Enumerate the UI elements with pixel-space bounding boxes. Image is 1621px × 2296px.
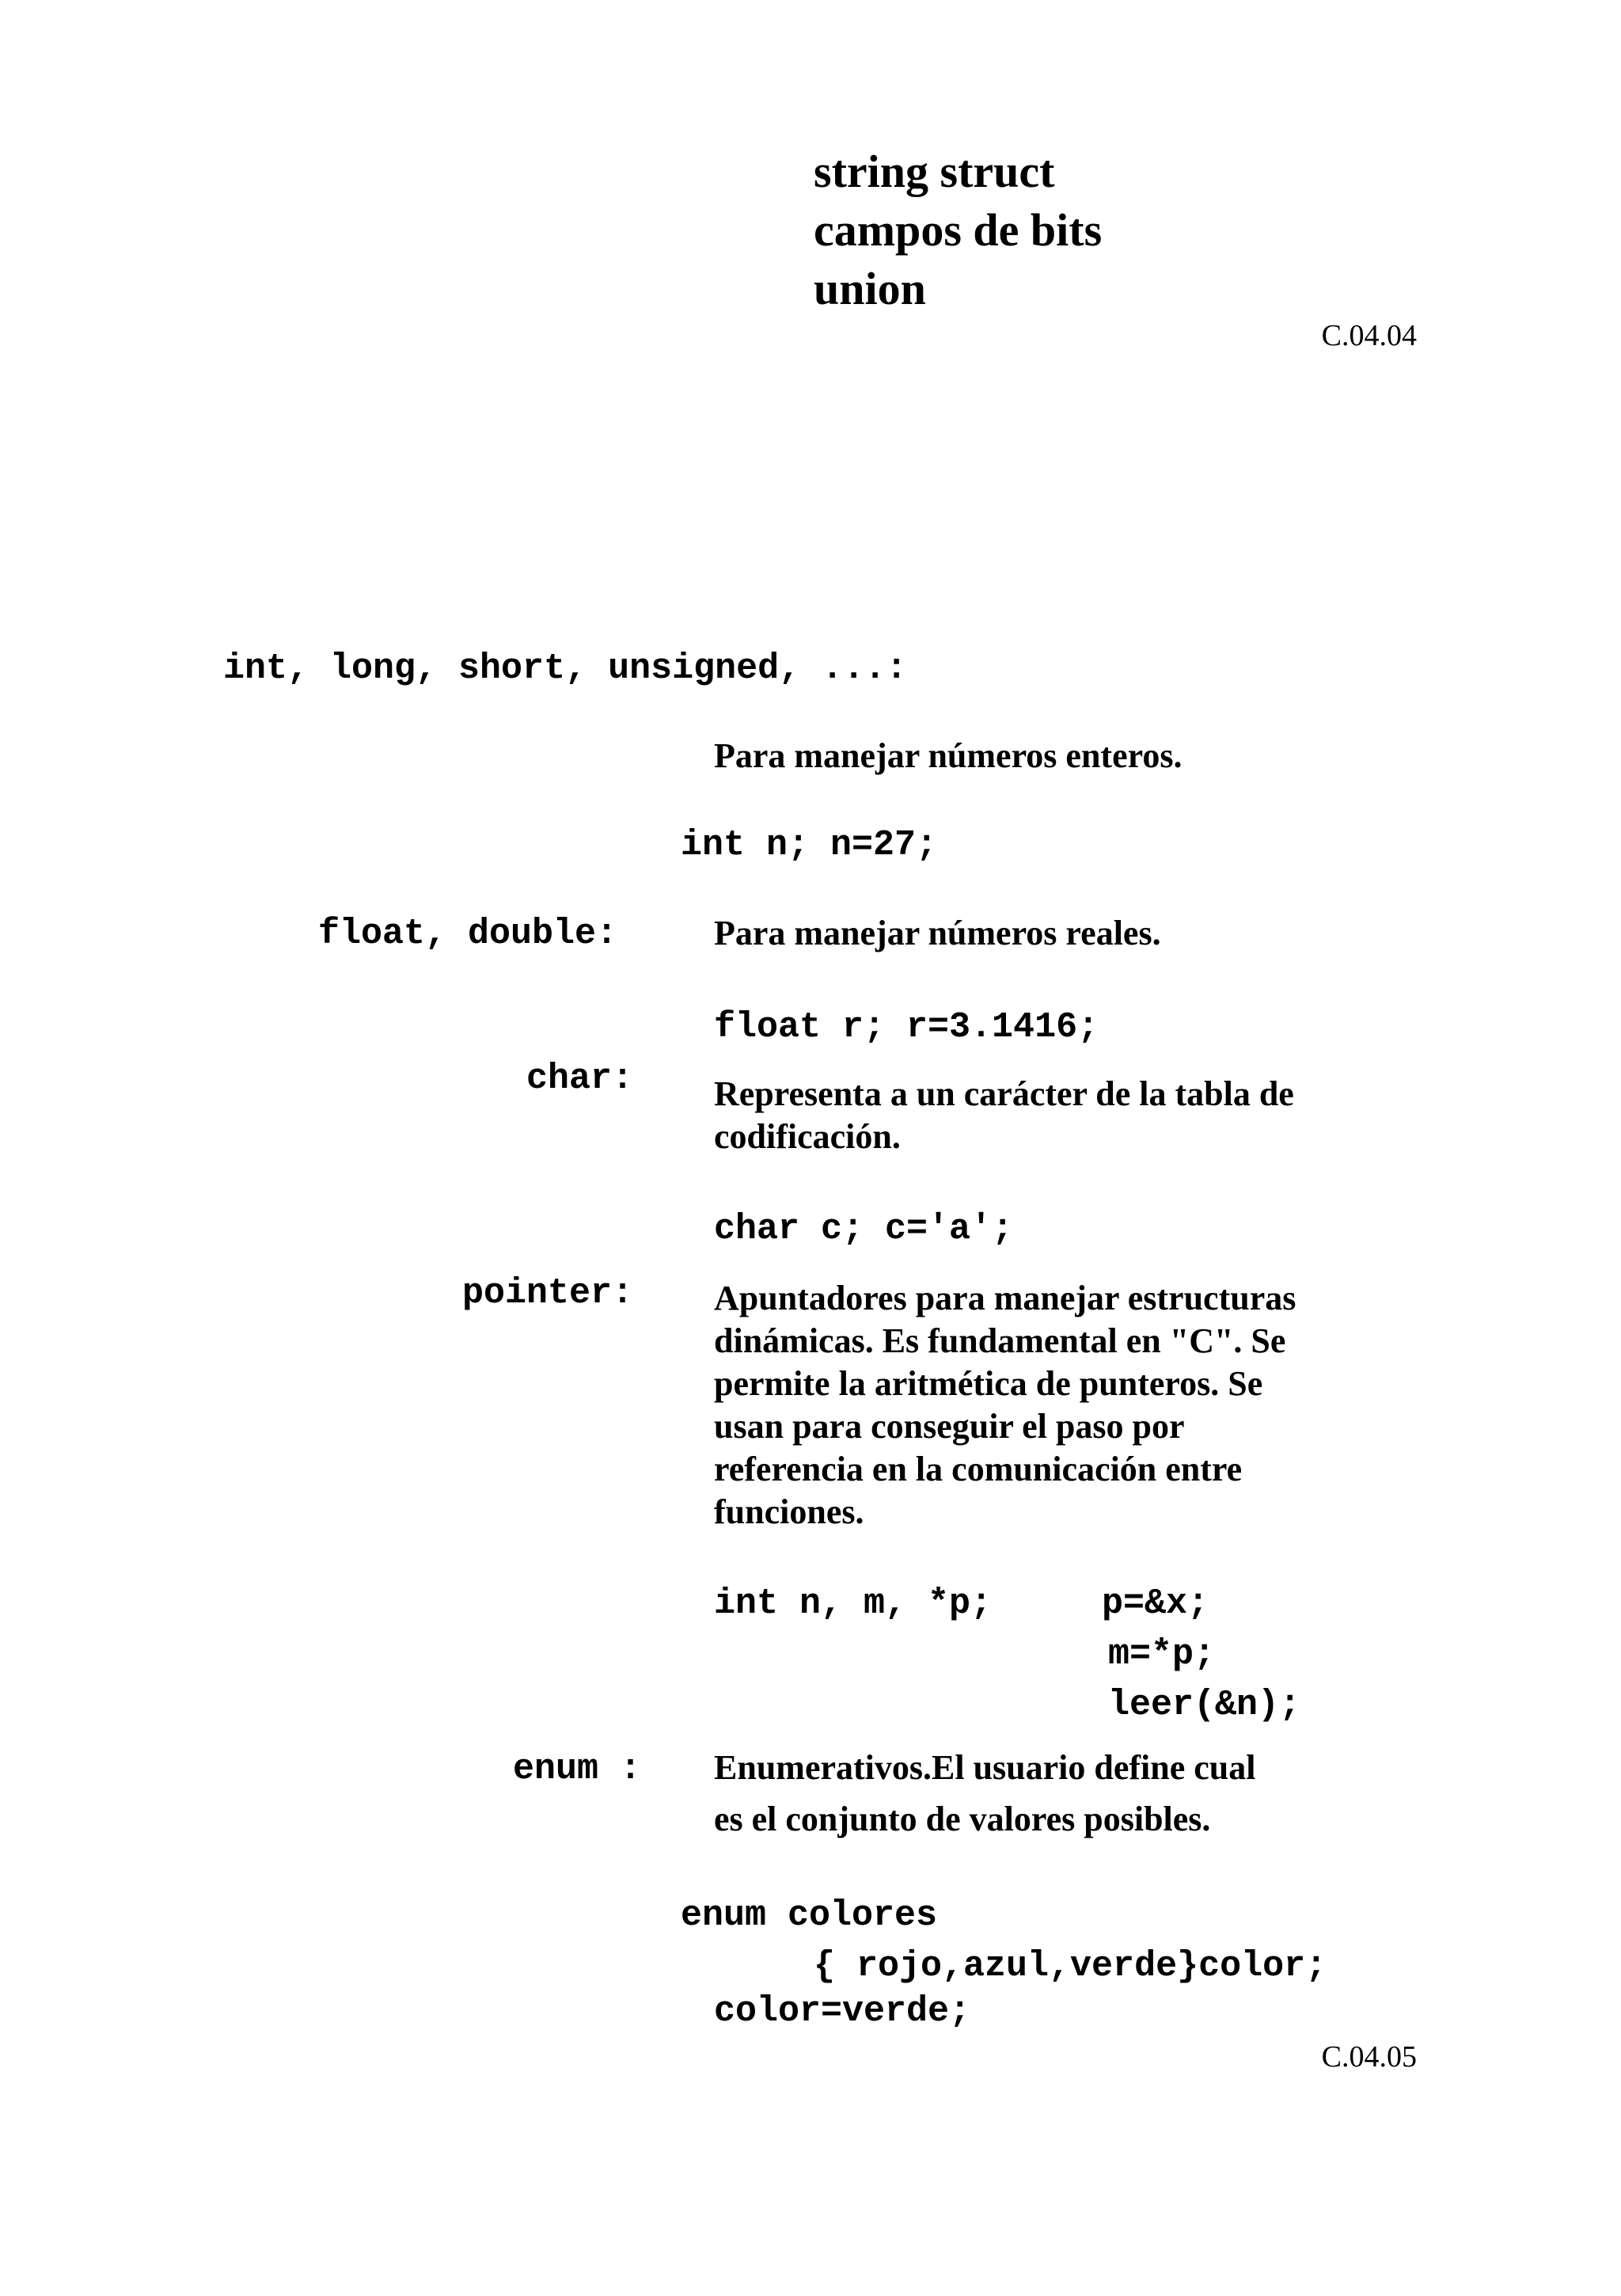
pointer-type-label: pointer: [461,1273,633,1313]
char-description-line-2: codificación. [714,1117,901,1156]
title-line-2: campos de bits [814,204,1103,256]
enum-code-line-1: enum colores [681,1895,938,1936]
title-line-3: union [814,263,926,314]
enum-code-line-3: color=verde; [714,1991,971,2032]
pointer-code-declaration: int n, m, *p; [714,1583,993,1624]
page-code-bottom: C.04.05 [1321,2040,1417,2074]
pointer-code-line-3: leer(&n); [1108,1685,1301,1725]
char-description-line-1: Representa a un carácter de la tabla de [714,1074,1294,1113]
enum-code-line-2: { rojo,azul,verde}color; [814,1946,1327,1986]
float-description: Para manejar números reales. [714,914,1161,952]
enum-description-line-2: es el conjunto de valores posibles. [714,1800,1211,1838]
char-code-example: char c; c='a'; [714,1209,1014,1249]
enum-description-line-1: Enumerativos.El usuario define cual [714,1748,1256,1787]
pointer-description-line-4: usan para conseguir el paso por [714,1407,1185,1446]
pointer-description-line-2: dinámicas. Es fundamental en "C". Se [714,1321,1286,1360]
pointer-description-line-5: referencia en la comunicación entre [714,1450,1243,1488]
float-code-example: float r; r=3.1416; [714,1007,1099,1047]
pointer-description-line-1: Apuntadores para manejar estructuras [714,1279,1296,1317]
int-description: Para manejar números enteros. [714,736,1183,775]
page-code-top: C.04.04 [1321,319,1417,352]
char-type-label: char: [526,1059,633,1099]
title-line-1: string struct [814,146,1055,197]
int-types-label: int, long, short, unsigned, ...: [223,648,908,689]
pointer-code-line-2: m=*p; [1108,1634,1216,1674]
pointer-description-line-3: permite la aritmética de punteros. Se [714,1364,1263,1403]
float-types-label: float, double: [317,914,617,954]
enum-type-label: enum : [512,1749,641,1789]
int-code-example: int n; n=27; [681,825,938,865]
pointer-description-line-6: funciones. [714,1492,864,1531]
pointer-code-line-1: p=&x; [1102,1583,1209,1624]
